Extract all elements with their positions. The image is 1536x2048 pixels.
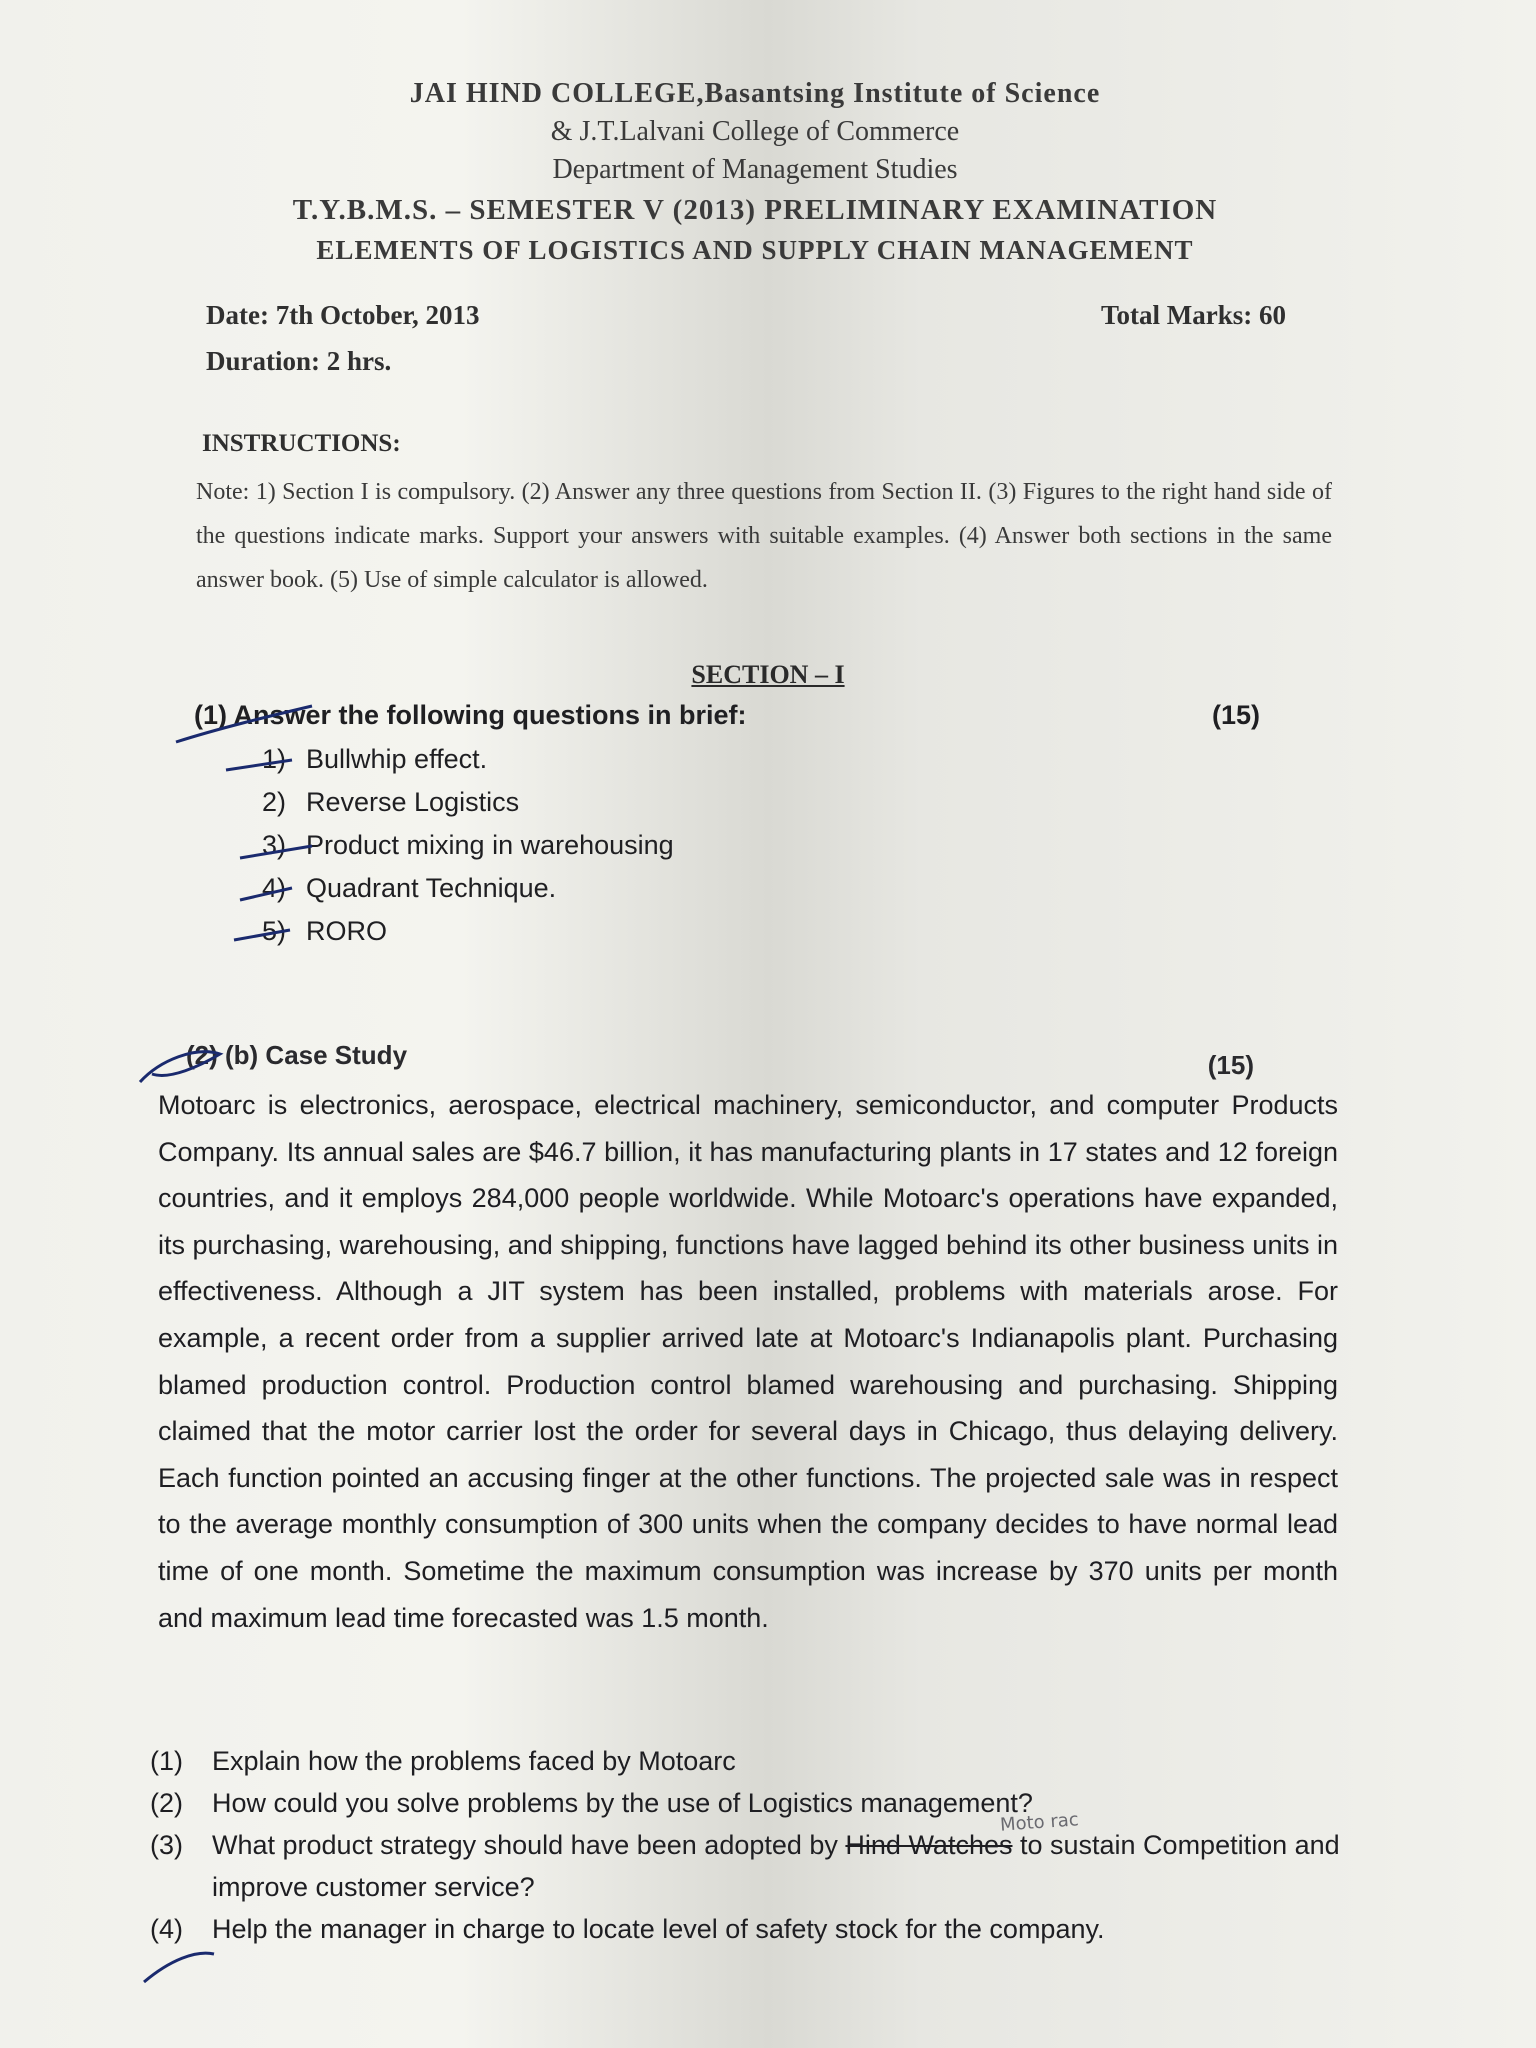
- handwritten-note: Moto rac: [999, 1809, 1080, 1836]
- question2-text: (2) (b) Case Study: [186, 1040, 408, 1070]
- question1-marks: (15): [1211, 700, 1260, 730]
- list-item: [150, 1782, 1350, 1824]
- list-item: [150, 1824, 1350, 1908]
- item-number: (4): [150, 1914, 183, 1944]
- list-item: [150, 1908, 1350, 1950]
- total-marks: Total Marks: 60: [1100, 300, 1286, 330]
- item-number: 5): [262, 916, 287, 946]
- exam-meta-row: [206, 300, 1286, 331]
- case-study-text: Motoarc is electronics, aerospace, electrical machinery, semiconductor, and computer Products Company. Its annual sales are $46.7 billion, it has manufacturing plants in 17 states and 12 foreign countries, and it employs 284,000 people worldwide. While Motoarc's operations have expanded, its purchasing, warehousing, and shipping, functions have lagged behind its other business units in effectiveness. Although a JIT system has been installed, problems with materials arose. For example, a recent order from a supplier arrived late at Motoarc's Indianapolis plant. Purchasing blamed production control. Production control blamed warehousing and purchasing. Shipping claimed that the motor carrier lost the order for several days in Chicago, thus delaying delivery. Each function pointed an accusing finger at the other functions. The projected sale was in respect to the average monthly consumption of 300 units when the company decides to have normal lead time of one month. Sometime the maximum consumption was increase by 370 units per month and maximum lead time forecasted was 1.5 month.: [158, 1090, 1338, 1633]
- item-number: 1): [262, 744, 287, 774]
- list-item: [262, 824, 674, 867]
- item-text: What product strategy should have been adopted by Hind Watches to sustain Competition and improve customer service?: [212, 1830, 1340, 1902]
- instructions-title: INSTRUCTIONS:: [202, 430, 401, 457]
- college-name: JAI HIND COLLEGE,Basantsing Institute of Science: [409, 78, 1101, 109]
- struck-text: Hind Watches: [845, 1830, 1013, 1860]
- case-study-questions: [150, 1740, 1350, 1950]
- item-text: Help the manager in charge to locate level of safety stock for the company.: [212, 1914, 1105, 1944]
- item-text: How could you solve problems by the use of Logistics management?: [212, 1788, 1033, 1818]
- item-text: Product mixing in warehousing: [306, 830, 674, 860]
- item-number: (1): [150, 1746, 183, 1776]
- question1-heading: [194, 700, 1260, 731]
- list-item: [262, 867, 674, 910]
- list-item: [150, 1740, 1350, 1782]
- exam-title: T.Y.B.M.S. – SEMESTER V (2013) PRELIMINARY EXAMINATION: [292, 194, 1218, 226]
- item-text: Bullwhip effect.: [306, 744, 488, 774]
- question1-list: [262, 738, 674, 953]
- exam-date: Date: 7th October, 2013: [206, 300, 480, 330]
- item-number: 3): [262, 830, 287, 860]
- item-text: Quadrant Technique.: [306, 873, 557, 903]
- department-name: Department of Management Studies: [552, 154, 958, 185]
- item-text: Reverse Logistics: [306, 787, 520, 817]
- pen-tick-mark: [144, 1953, 214, 1982]
- item-text: RORO: [306, 916, 387, 946]
- list-item: [262, 910, 674, 953]
- item-number: (3): [150, 1830, 183, 1860]
- section-title: SECTION – I: [691, 660, 845, 689]
- item-number: (2): [150, 1788, 183, 1818]
- item-number: 4): [262, 873, 287, 903]
- question2-marks: (15): [1207, 1050, 1254, 1080]
- instructions-text: Note: 1) Section I is compulsory. (2) Answer any three questions from Section II. (3) Figures to the right hand side of the questions indicate marks. Support your answers with suitable examples. (4) Answer both sections in the same answer book. (5) Use of simple calculator is allowed.: [196, 479, 1332, 593]
- college-name-line2: & J.T.Lalvani College of Commerce: [550, 116, 960, 147]
- subject-title: ELEMENTS OF LOGISTICS AND SUPPLY CHAIN MANAGEMENT: [316, 235, 1194, 265]
- list-item: [262, 781, 674, 824]
- paper-header: [180, 78, 1330, 266]
- item-number: 2): [262, 787, 287, 817]
- item-text: Explain how the problems faced by Motoarc: [212, 1746, 736, 1776]
- question1-text: (1) Answer the following questions in brief:: [194, 700, 747, 730]
- list-item: [262, 738, 674, 781]
- question2-heading: [186, 1040, 1254, 1081]
- exam-duration: Duration: 2 hrs.: [206, 346, 392, 376]
